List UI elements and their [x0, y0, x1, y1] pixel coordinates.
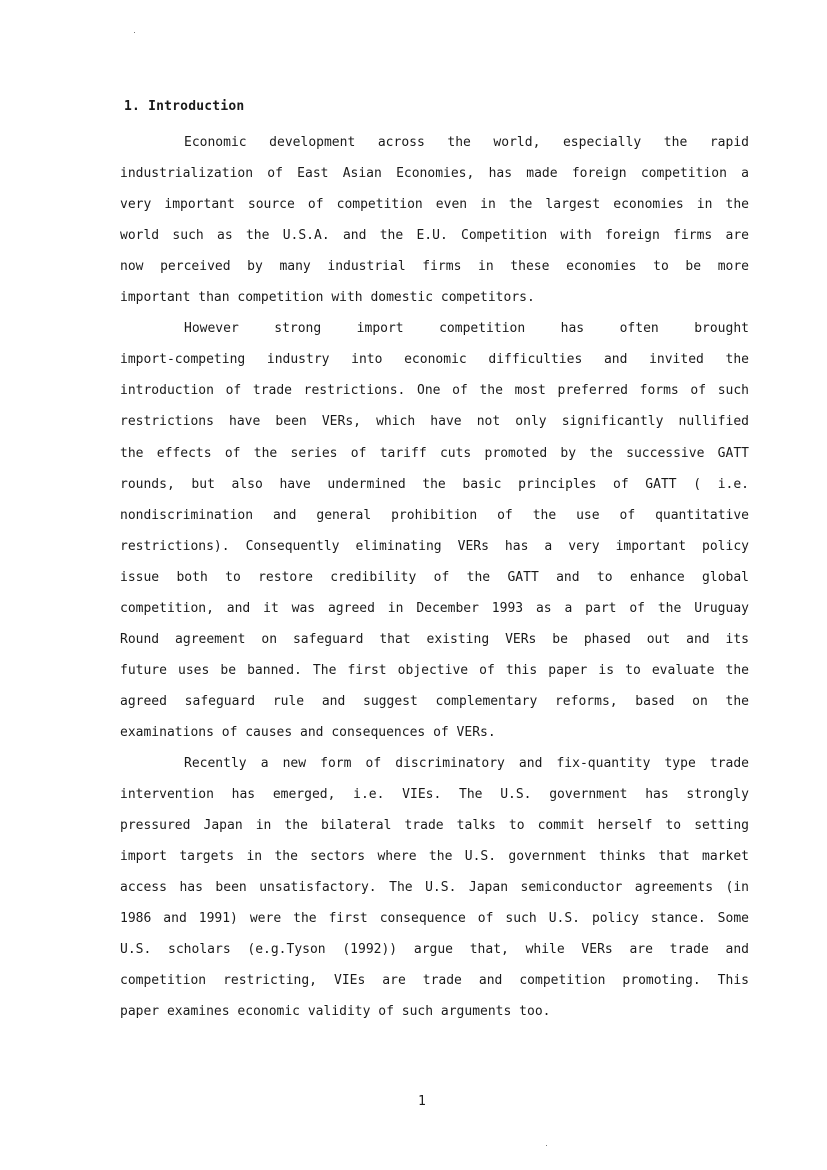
paragraph-line: rounds, but also have undermined the basic principles of GATT ( i.e. [120, 476, 749, 492]
paragraph-line: restrictions have been VERs, which have not only significantly nullified [120, 414, 749, 430]
paragraph-line: the effects of the series of tariff cuts promoted by the successive GATT [120, 445, 749, 461]
page-number: 1 [418, 1094, 426, 1109]
paragraph-line: Economic development across the world, especially the rapid [184, 135, 749, 150]
paragraph-line: restrictions). Consequently eliminating VERs has a very important policy [120, 538, 749, 554]
paragraph-line: industrialization of East Asian Economies, has made foreign competition a [120, 166, 749, 182]
paragraph-line: issue both to restore credibility of the GATT and to enhance global [120, 569, 749, 585]
paragraph-line: 1986 and 1991) were the first consequence of such U.S. policy stance. Some [120, 911, 749, 927]
paragraph-line: nondiscrimination and general prohibition of the use of quantitative [120, 507, 749, 523]
paragraph-line: intervention has emerged, i.e. VIEs. The U.S. government has strongly [120, 787, 749, 803]
paragraph-line: Recently a new form of discriminatory and fix-quantity type trade [184, 756, 749, 771]
paragraph-line: import targets in the sectors where the U.S. government thinks that market [120, 849, 749, 865]
section-heading: 1. Introduction [124, 99, 245, 114]
paragraph-line: important than competition with domestic competitors. [120, 290, 535, 306]
paragraph-line: import-competing industry into economic difficulties and invited the [120, 352, 749, 368]
paragraph-line: paper examines economic validity of such arguments too. [120, 1004, 551, 1020]
paragraph-line: U.S. scholars (e.g.Tyson (1992)) argue that, while VERs are trade and [120, 942, 749, 958]
paragraph-line: However strong import competition has often brought [184, 321, 749, 337]
paragraph-line: examinations of causes and consequences of VERs. [120, 724, 496, 740]
paragraph-line: pressured Japan in the bilateral trade talks to commit herself to setting [120, 818, 749, 834]
paragraph-line: access has been unsatisfactory. The U.S. Japan semiconductor agreements (in [120, 880, 749, 896]
scan-speck [134, 32, 135, 33]
paragraph-line: very important source of competition even in the largest economies in the [120, 197, 749, 213]
paragraph-line: future uses be banned. The first objective of this paper is to evaluate the [120, 662, 749, 678]
scan-speck [546, 1145, 547, 1146]
paragraph-line: competition, and it was agreed in December 1993 as a part of the Uruguay [120, 600, 749, 616]
paragraph-line: world such as the U.S.A. and the E.U. Competition with foreign firms are [120, 228, 749, 244]
paragraph-line: now perceived by many industrial firms in these economies to be more [120, 259, 749, 275]
paragraph-line: introduction of trade restrictions. One of the most preferred forms of such [120, 383, 749, 399]
paragraph-line: competition restricting, VIEs are trade and competition promoting. This [120, 973, 749, 989]
paragraph-line: Round agreement on safeguard that existing VERs be phased out and its [120, 631, 749, 647]
paragraph-line: agreed safeguard rule and suggest complementary reforms, based on the [120, 693, 749, 709]
